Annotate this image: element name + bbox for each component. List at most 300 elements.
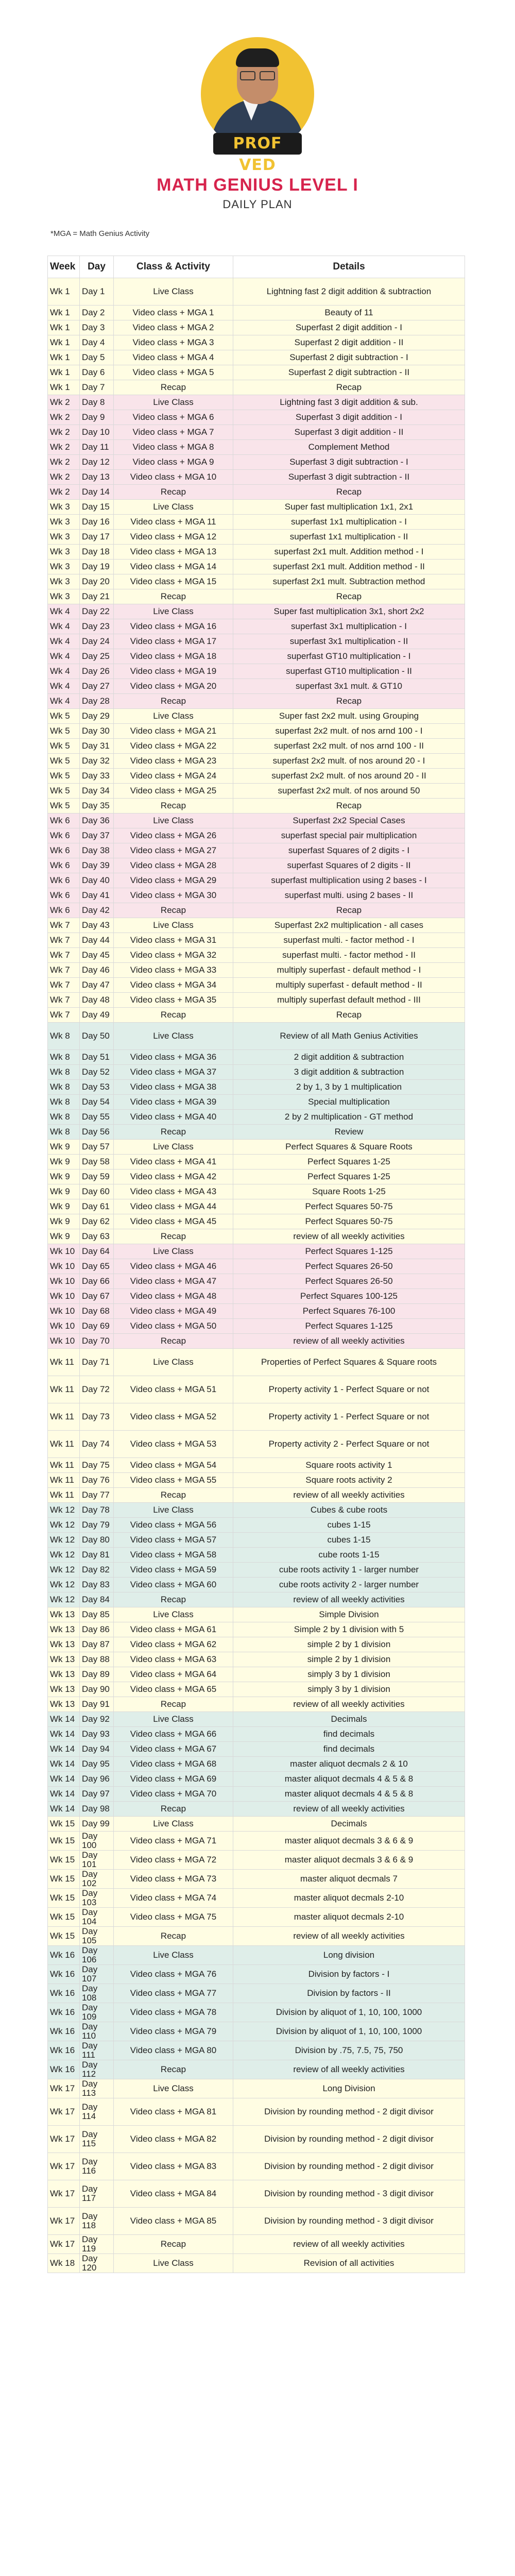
cell-class: Recap: [114, 1592, 233, 1607]
table-row: [48, 1095, 465, 1110]
table-row: [48, 873, 465, 888]
cell-details: superfast GT10 multiplication - II: [233, 664, 465, 679]
cell-details: Properties of Perfect Squares & Square roots: [233, 1349, 465, 1376]
cell-day: Day 83: [80, 1578, 114, 1592]
table-row: [48, 1304, 465, 1319]
cell-week: Wk 10: [48, 1334, 80, 1349]
table-row: [48, 1607, 465, 1622]
cell-details: superfast 2x1 mult. Addition method - I: [233, 545, 465, 560]
cell-class: Video class + MGA 81: [114, 2098, 233, 2126]
cell-details: superfast multi. using 2 bases - II: [233, 888, 465, 903]
table-row: [48, 814, 465, 828]
cell-day: Day 43: [80, 918, 114, 933]
cell-details: Lightning fast 3 digit addition & sub.: [233, 395, 465, 410]
cell-day: Day 102: [80, 1870, 114, 1889]
cell-class: Video class + MGA 5: [114, 365, 233, 380]
cell-day: Day 78: [80, 1503, 114, 1518]
table-row: [48, 1592, 465, 1607]
avatar-glasses: [240, 71, 275, 78]
table-row: [48, 918, 465, 933]
cell-day: Day 18: [80, 545, 114, 560]
cell-class: Video class + MGA 16: [114, 619, 233, 634]
table-row: [48, 1889, 465, 1908]
cell-class: Video class + MGA 60: [114, 1578, 233, 1592]
cell-class: Recap: [114, 799, 233, 814]
cell-class: Live Class: [114, 1503, 233, 1518]
cell-class: Recap: [114, 1488, 233, 1503]
cell-day: Day 38: [80, 843, 114, 858]
cell-class: Video class + MGA 47: [114, 1274, 233, 1289]
cell-day: Day 72: [80, 1376, 114, 1403]
table-row: [48, 634, 465, 649]
cell-details: review of all weekly activities: [233, 1229, 465, 1244]
table-row: [48, 2098, 465, 2126]
cell-day: Day 26: [80, 664, 114, 679]
cell-week: Wk 10: [48, 1304, 80, 1319]
cell-class: Video class + MGA 68: [114, 1757, 233, 1772]
cell-details: superfast 3x1 multiplication - I: [233, 619, 465, 634]
table-row: [48, 933, 465, 948]
cell-details: Superfast 2x2 multiplication - all cases: [233, 918, 465, 933]
cell-class: Video class + MGA 4: [114, 350, 233, 365]
cell-day: Day 85: [80, 1607, 114, 1622]
cell-class: Video class + MGA 69: [114, 1772, 233, 1787]
cell-day: Day 109: [80, 2003, 114, 2022]
cell-day: Day 118: [80, 2208, 114, 2235]
cell-week: Wk 16: [48, 2041, 80, 2060]
cell-week: Wk 17: [48, 2098, 80, 2126]
table-row: [48, 2022, 465, 2041]
cell-details: Superfast 2 digit addition - II: [233, 335, 465, 350]
cell-class: Video class + MGA 24: [114, 769, 233, 784]
cell-details: superfast 3x1 mult. & GT10: [233, 679, 465, 694]
cell-class: Video class + MGA 63: [114, 1652, 233, 1667]
cell-day: Day 58: [80, 1155, 114, 1170]
cell-day: Day 76: [80, 1473, 114, 1488]
cell-details: Long division: [233, 1946, 465, 1965]
table-row: [48, 1458, 465, 1473]
cell-day: Day 32: [80, 754, 114, 769]
cell-details: Perfect Squares 1-25: [233, 1170, 465, 1184]
cell-class: Video class + MGA 3: [114, 335, 233, 350]
table-row: [48, 993, 465, 1008]
column-header-details: Details: [233, 256, 465, 278]
cell-details: Perfect Squares 100-125: [233, 1289, 465, 1304]
cell-day: Day 69: [80, 1319, 114, 1334]
cell-class: Video class + MGA 57: [114, 1533, 233, 1548]
table-row: [48, 1742, 465, 1757]
cell-day: Day 25: [80, 649, 114, 664]
table-row: [48, 903, 465, 918]
table-row: [48, 2060, 465, 2079]
cell-class: Live Class: [114, 395, 233, 410]
cell-day: Day 33: [80, 769, 114, 784]
cell-class: Video class + MGA 10: [114, 470, 233, 485]
cell-class: Video class + MGA 46: [114, 1259, 233, 1274]
cell-week: Wk 1: [48, 365, 80, 380]
cell-class: Video class + MGA 41: [114, 1155, 233, 1170]
cell-details: superfast 1x1 multiplication - II: [233, 530, 465, 545]
table-row: [48, 664, 465, 679]
cell-day: Day 55: [80, 1110, 114, 1125]
cell-class: Video class + MGA 32: [114, 948, 233, 963]
cell-week: Wk 4: [48, 604, 80, 619]
cell-details: superfast 2x1 mult. Subtraction method: [233, 574, 465, 589]
cell-class: Recap: [114, 1125, 233, 1140]
table-row: [48, 1908, 465, 1927]
table-row: [48, 1563, 465, 1578]
cell-week: Wk 10: [48, 1244, 80, 1259]
cell-week: Wk 5: [48, 724, 80, 739]
cell-details: Super fast multiplication 1x1, 2x1: [233, 500, 465, 515]
cell-details: Property activity 2 - Perfect Square or not: [233, 1431, 465, 1458]
cell-day: Day 115: [80, 2126, 114, 2153]
cell-class: Video class + MGA 25: [114, 784, 233, 799]
cell-details: review of all weekly activities: [233, 1334, 465, 1349]
table-row: [48, 1050, 465, 1065]
cell-details: review of all weekly activities: [233, 1697, 465, 1712]
table-row: [48, 1727, 465, 1742]
cell-details: superfast GT10 multiplication - I: [233, 649, 465, 664]
cell-day: Day 16: [80, 515, 114, 530]
cell-class: Video class + MGA 44: [114, 1199, 233, 1214]
table-row: [48, 1023, 465, 1050]
table-row: [48, 769, 465, 784]
cell-class: Video class + MGA 52: [114, 1403, 233, 1431]
cell-class: Video class + MGA 14: [114, 560, 233, 574]
cell-class: Live Class: [114, 918, 233, 933]
cell-week: Wk 9: [48, 1155, 80, 1170]
cell-class: Recap: [114, 1927, 233, 1946]
cell-day: Day 56: [80, 1125, 114, 1140]
table-row: [48, 828, 465, 843]
table-row: [48, 649, 465, 664]
cell-day: Day 112: [80, 2060, 114, 2079]
cell-class: Video class + MGA 34: [114, 978, 233, 993]
table-row: [48, 335, 465, 350]
cell-details: master aliquot decmals 3 & 6 & 9: [233, 1832, 465, 1851]
cell-week: Wk 9: [48, 1140, 80, 1155]
cell-class: Live Class: [114, 2254, 233, 2273]
cell-day: Day 10: [80, 425, 114, 440]
cell-day: Day 52: [80, 1065, 114, 1080]
cell-class: Video class + MGA 48: [114, 1289, 233, 1304]
table-row: [48, 2003, 465, 2022]
table-row: [48, 410, 465, 425]
cell-class: Video class + MGA 33: [114, 963, 233, 978]
cell-week: Wk 6: [48, 903, 80, 918]
cell-day: Day 96: [80, 1772, 114, 1787]
cell-week: Wk 11: [48, 1349, 80, 1376]
cell-details: simply 3 by 1 division: [233, 1682, 465, 1697]
cell-week: Wk 6: [48, 858, 80, 873]
cell-day: Day 75: [80, 1458, 114, 1473]
table-row: [48, 500, 465, 515]
cell-details: review of all weekly activities: [233, 1488, 465, 1503]
cell-class: Video class + MGA 70: [114, 1787, 233, 1802]
cell-class: Video class + MGA 74: [114, 1889, 233, 1908]
cell-class: Video class + MGA 13: [114, 545, 233, 560]
cell-class: Video class + MGA 73: [114, 1870, 233, 1889]
table-row: [48, 2208, 465, 2235]
cell-day: Day 104: [80, 1908, 114, 1927]
cell-week: Wk 13: [48, 1697, 80, 1712]
cell-details: cubes 1-15: [233, 1533, 465, 1548]
cell-week: Wk 17: [48, 2208, 80, 2235]
cell-day: Day 12: [80, 455, 114, 470]
cell-details: Perfect Squares 1-125: [233, 1244, 465, 1259]
cell-day: Day 66: [80, 1274, 114, 1289]
cell-class: Video class + MGA 1: [114, 306, 233, 320]
table-row: [48, 545, 465, 560]
table-row: [48, 530, 465, 545]
cell-week: Wk 7: [48, 933, 80, 948]
cell-class: Video class + MGA 78: [114, 2003, 233, 2022]
table-row: [48, 1229, 465, 1244]
cell-details: Property activity 1 - Perfect Square or not: [233, 1403, 465, 1431]
cell-day: Day 23: [80, 619, 114, 634]
cell-class: Recap: [114, 903, 233, 918]
cell-week: Wk 5: [48, 784, 80, 799]
cell-class: Video class + MGA 77: [114, 1984, 233, 2003]
cell-details: Lightning fast 2 digit addition & subtraction: [233, 278, 465, 306]
cell-details: 2 digit addition & subtraction: [233, 1050, 465, 1065]
cell-details: simply 3 by 1 division: [233, 1667, 465, 1682]
table-row: [48, 1008, 465, 1023]
table-row: [48, 1548, 465, 1563]
cell-details: review of all weekly activities: [233, 1592, 465, 1607]
table-row: [48, 1244, 465, 1259]
cell-day: Day 19: [80, 560, 114, 574]
cell-day: Day 13: [80, 470, 114, 485]
cell-details: Recap: [233, 380, 465, 395]
cell-week: Wk 14: [48, 1712, 80, 1727]
table-row: [48, 1334, 465, 1349]
cell-class: Video class + MGA 19: [114, 664, 233, 679]
cell-day: Day 22: [80, 604, 114, 619]
table-row: [48, 1772, 465, 1787]
cell-class: Video class + MGA 53: [114, 1431, 233, 1458]
cell-class: Video class + MGA 62: [114, 1637, 233, 1652]
cell-day: Day 59: [80, 1170, 114, 1184]
table-row: [48, 799, 465, 814]
cell-week: Wk 12: [48, 1548, 80, 1563]
table-row: [48, 1712, 465, 1727]
cell-day: Day 29: [80, 709, 114, 724]
cell-week: Wk 9: [48, 1170, 80, 1184]
cell-class: Video class + MGA 38: [114, 1080, 233, 1095]
cell-class: Video class + MGA 6: [114, 410, 233, 425]
table-row: [48, 1870, 465, 1889]
table-row: [48, 1637, 465, 1652]
cell-week: Wk 8: [48, 1050, 80, 1065]
cell-week: Wk 15: [48, 1832, 80, 1851]
cell-class: Video class + MGA 2: [114, 320, 233, 335]
cell-day: Day 67: [80, 1289, 114, 1304]
cell-week: Wk 3: [48, 574, 80, 589]
table-row: [48, 2079, 465, 2098]
table-row: [48, 1984, 465, 2003]
cell-class: Video class + MGA 31: [114, 933, 233, 948]
table-row: [48, 1125, 465, 1140]
cell-day: Day 57: [80, 1140, 114, 1155]
cell-day: Day 6: [80, 365, 114, 380]
table-row: [48, 1787, 465, 1802]
cell-day: Day 4: [80, 335, 114, 350]
cell-week: Wk 14: [48, 1757, 80, 1772]
cell-details: cube roots activity 1 - larger number: [233, 1563, 465, 1578]
cell-day: Day 50: [80, 1023, 114, 1050]
cell-details: Superfast 2 digit subtraction - I: [233, 350, 465, 365]
cell-week: Wk 8: [48, 1080, 80, 1095]
cell-day: Day 82: [80, 1563, 114, 1578]
table-row: [48, 1080, 465, 1095]
cell-class: Video class + MGA 51: [114, 1376, 233, 1403]
cell-class: Live Class: [114, 1607, 233, 1622]
cell-class: Video class + MGA 21: [114, 724, 233, 739]
cell-details: Perfect Squares 1-25: [233, 1155, 465, 1170]
cell-details: Review: [233, 1125, 465, 1140]
cell-details: superfast 2x2 mult. of nos around 20 - I: [233, 754, 465, 769]
cell-details: superfast 3x1 multiplication - II: [233, 634, 465, 649]
cell-class: Video class + MGA 42: [114, 1170, 233, 1184]
cell-class: Video class + MGA 27: [114, 843, 233, 858]
cell-details: review of all weekly activities: [233, 2060, 465, 2079]
cell-day: Day 103: [80, 1889, 114, 1908]
table-row: [48, 1184, 465, 1199]
cell-week: Wk 1: [48, 335, 80, 350]
cell-day: Day 68: [80, 1304, 114, 1319]
cell-day: Day 87: [80, 1637, 114, 1652]
cell-week: Wk 1: [48, 320, 80, 335]
table-row: [48, 306, 465, 320]
cell-day: Day 90: [80, 1682, 114, 1697]
cell-details: Division by aliquot of 1, 10, 100, 1000: [233, 2003, 465, 2022]
cell-week: Wk 16: [48, 1984, 80, 2003]
cell-week: Wk 11: [48, 1473, 80, 1488]
table-row: [48, 724, 465, 739]
cell-day: Day 46: [80, 963, 114, 978]
cell-class: Recap: [114, 2060, 233, 2079]
cell-details: simple 2 by 1 division: [233, 1637, 465, 1652]
cell-day: Day 74: [80, 1431, 114, 1458]
cell-week: Wk 5: [48, 709, 80, 724]
table-row: [48, 1578, 465, 1592]
table-row: [48, 1667, 465, 1682]
table-body: [48, 278, 465, 2273]
cell-class: Video class + MGA 30: [114, 888, 233, 903]
avatar-hair: [236, 48, 279, 67]
cell-class: Live Class: [114, 2079, 233, 2098]
cell-class: Video class + MGA 7: [114, 425, 233, 440]
cell-class: Video class + MGA 26: [114, 828, 233, 843]
cell-week: Wk 10: [48, 1289, 80, 1304]
cell-day: Day 116: [80, 2153, 114, 2180]
name-badge: PROF VED: [213, 133, 302, 155]
cell-details: superfast multiplication using 2 bases - I: [233, 873, 465, 888]
cell-details: superfast Squares of 2 digits - I: [233, 843, 465, 858]
cell-details: 2 by 2 multiplication - GT method: [233, 1110, 465, 1125]
cell-class: Video class + MGA 45: [114, 1214, 233, 1229]
cell-week: Wk 2: [48, 395, 80, 410]
cell-day: Day 31: [80, 739, 114, 754]
cell-details: superfast 2x2 mult. of nos around 20 - II: [233, 769, 465, 784]
cell-class: Video class + MGA 58: [114, 1548, 233, 1563]
cell-details: master aliquot decmals 2-10: [233, 1889, 465, 1908]
cell-details: Simple Division: [233, 1607, 465, 1622]
cell-day: Day 9: [80, 410, 114, 425]
table-row: [48, 739, 465, 754]
cell-week: Wk 1: [48, 306, 80, 320]
hero-header: [0, 0, 515, 238]
cell-week: Wk 15: [48, 1851, 80, 1870]
cell-details: superfast multi. - factor method - I: [233, 933, 465, 948]
cell-day: Day 88: [80, 1652, 114, 1667]
table-row: [48, 1533, 465, 1548]
cell-class: Live Class: [114, 1023, 233, 1050]
table-row: [48, 2180, 465, 2208]
cell-details: Perfect Squares 26-50: [233, 1259, 465, 1274]
cell-class: Video class + MGA 65: [114, 1682, 233, 1697]
table-row: [48, 1851, 465, 1870]
table-row: [48, 1065, 465, 1080]
cell-week: Wk 3: [48, 530, 80, 545]
cell-day: Day 84: [80, 1592, 114, 1607]
cell-details: Special multiplication: [233, 1095, 465, 1110]
cell-day: Day 27: [80, 679, 114, 694]
cell-week: Wk 15: [48, 1927, 80, 1946]
column-header-class: Class & Activity: [114, 256, 233, 278]
cell-details: Division by rounding method - 2 digit divisor: [233, 2153, 465, 2180]
cell-details: superfast special pair multiplication: [233, 828, 465, 843]
cell-day: Day 81: [80, 1548, 114, 1563]
cell-details: find decimals: [233, 1742, 465, 1757]
cell-week: Wk 5: [48, 769, 80, 784]
cell-day: Day 2: [80, 306, 114, 320]
cell-week: Wk 4: [48, 634, 80, 649]
cell-class: Video class + MGA 76: [114, 1965, 233, 1984]
cell-day: Day 62: [80, 1214, 114, 1229]
cell-details: Superfast 2 digit addition - I: [233, 320, 465, 335]
cell-class: Video class + MGA 18: [114, 649, 233, 664]
table-row: [48, 1110, 465, 1125]
table-row: [48, 963, 465, 978]
cell-details: Superfast 3 digit subtraction - II: [233, 470, 465, 485]
cell-day: Day 7: [80, 380, 114, 395]
cell-week: Wk 11: [48, 1431, 80, 1458]
cell-details: Superfast 3 digit addition - I: [233, 410, 465, 425]
cell-week: Wk 9: [48, 1229, 80, 1244]
table-row: [48, 1682, 465, 1697]
cell-details: superfast 2x2 mult. of nos arnd 100 - I: [233, 724, 465, 739]
cell-week: Wk 4: [48, 664, 80, 679]
cell-week: Wk 1: [48, 380, 80, 395]
cell-week: Wk 12: [48, 1518, 80, 1533]
table-row: [48, 395, 465, 410]
cell-details: cube roots activity 2 - larger number: [233, 1578, 465, 1592]
cell-week: Wk 1: [48, 350, 80, 365]
cell-details: Recap: [233, 694, 465, 709]
cell-day: Day 53: [80, 1080, 114, 1095]
cell-week: Wk 16: [48, 2003, 80, 2022]
cell-day: Day 86: [80, 1622, 114, 1637]
cell-details: Review of all Math Genius Activities: [233, 1023, 465, 1050]
cell-week: Wk 7: [48, 1008, 80, 1023]
cell-week: Wk 3: [48, 560, 80, 574]
cell-class: Video class + MGA 56: [114, 1518, 233, 1533]
table-row: [48, 1622, 465, 1637]
cell-details: Superfast 2x2 Special Cases: [233, 814, 465, 828]
